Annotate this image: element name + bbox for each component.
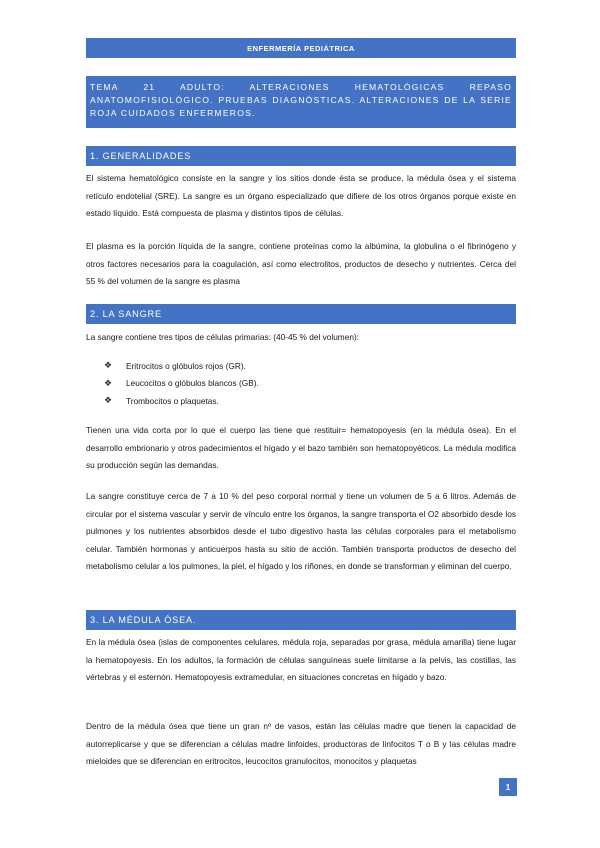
paragraph: Tienen una vida corta por lo que el cuerpo las tiene que restituir= hematopoyesis (en la médula ósea). En el desarrollo embrionario y otros padecimientos el hígado y el bazo también son hematopoyéticos. La médula modifica su producción según las demandas. — [86, 425, 516, 470]
diamond-bullet-icon: ❖ — [104, 360, 113, 371]
diamond-bullet-icon: ❖ — [104, 377, 113, 388]
paragraph: El plasma es la porción líquida de la sangre, contiene proteínas como la albúmina, la globulina o el fibrinógeno y otros factores necesarios para la coagulación, así como electrolitos, productos de desecho y nutrientes. Cerca del 55 % del volumen de la sangre es plasma — [86, 241, 516, 286]
list-item — [104, 392, 259, 410]
paragraph: El sistema hematológico consiste en la sangre y los sitios donde ésta se produce, la médula ósea y el sistema retículo endotelial (SRE). La sangre es un órgano especializado que difiere de los otros órganos porque existe en estado líquido. Está compuesta de plasma y distintos tipos de células. — [86, 173, 516, 218]
paragraph: Dentro de la médula ósea que tiene un gran nº de vasos, están las células madre que tienen la capacidad de autorreplicarse y que se diferencian a células madre linfoides, productoras de linfocitos T o B y las células madre mieloides que se diferencian en eritrocitos, leucocitos granulocitos, monocitos y plaquetas — [86, 721, 516, 766]
list-item — [104, 375, 259, 393]
section-heading-medula-osea: 3. LA MÉDULA ÓSEA. — [86, 610, 516, 630]
section-heading-generalidades: 1. GENERALIDADES — [86, 146, 516, 166]
paragraph: La sangre constituye cerca de 7 a 10 % del peso corporal normal y tiene un volumen de 5 a 6 litros. Además de circular por el sistema vascular y servir de vínculo entre los órganos, la sangre transporta el O2 absorbido desde los pulmones y los nutrientes absorbidos desde el tubo digestivo hasta las células corporales para el metabolismo celular. También hormonas y anticuerpos hasta su sitio de acción. También transporta productos de desecho del metabolismo celular a los pulmones, la piel, el hígado y los riñones, en donde se transforman y eliminan del cuerpo. — [86, 491, 516, 571]
paragraph: En la médula ósea (islas de componentes celulares, médula roja, separadas por grasa, médula amarilla) tiene lugar la hematopoyesis. En los adultos, la formación de células sanguíneas suele limitarse a la pelvis, las costillas, las vértebras y el esternón. Hematopoyesis extramedular, en situaciones concretas en hígado y bazo. — [86, 637, 516, 682]
list-item-text: Leucocitos o glóbulos blancos (GB). — [126, 378, 259, 389]
diamond-bullet-icon: ❖ — [104, 395, 113, 406]
page-number: 1 — [499, 778, 517, 796]
document-title: TEMA 21 ADULTO: ALTERACIONES HEMATOLÓGICAS REPASO ANATOMOFISIOLÓGICO. PRUEBAS DIAGNÓSTICAS. ALTERACIONES DE LA SERIE ROJA CUIDADOS ENFERMEROS. — [86, 76, 516, 128]
list-item-text: Eritrocitos o glóbulos rojos (GR). — [126, 360, 246, 371]
running-header: ENFERMERÍA PEDIÁTRICA — [86, 38, 516, 58]
section-heading-la-sangre: 2. LA SANGRE — [86, 304, 516, 324]
cell-type-list — [104, 357, 259, 410]
paragraph: La sangre contiene tres tipos de células primarias: (40-45 % del volumen): — [86, 332, 360, 342]
list-item-text: Trombocitos o plaquetas. — [126, 395, 219, 406]
list-item — [104, 357, 259, 375]
